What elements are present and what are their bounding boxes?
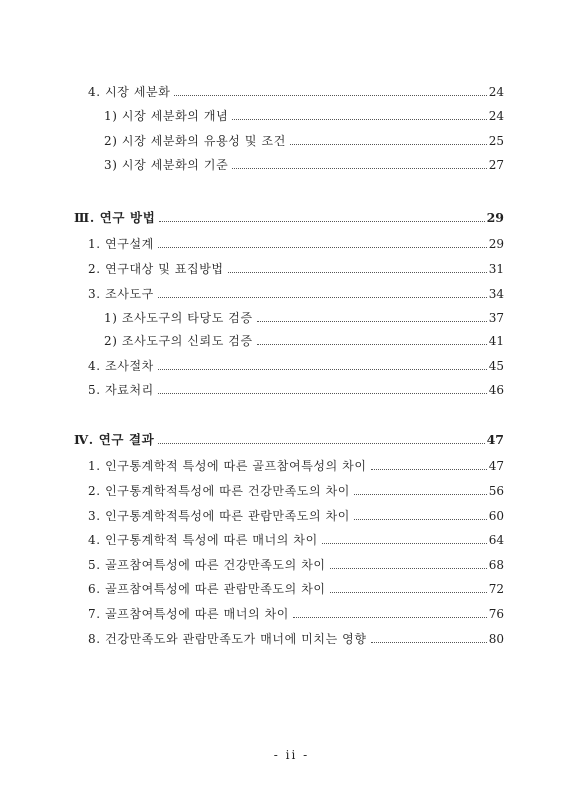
dot-leader: [322, 543, 487, 544]
toc-entry-page: 29: [488, 237, 504, 251]
toc-entry-page: 24: [488, 85, 504, 99]
toc-entry[interactable]: [88, 581, 504, 597]
toc-entry-label: 1. 인구통계학적 특성에 따른 골프참여특성의 차이: [88, 459, 367, 473]
toc-entry-page: 41: [488, 334, 504, 348]
toc-entry[interactable]: [104, 157, 504, 173]
toc-section-label: Ⅳ. 연구 결과: [74, 432, 155, 447]
toc-entry[interactable]: [88, 508, 504, 524]
toc-entry-label: 8. 건강만족도와 관람만족도가 매너에 미치는 영향: [88, 632, 367, 646]
toc-entry-label: 3) 시장 세분화의 기준: [104, 158, 229, 172]
dot-leader: [257, 321, 487, 322]
toc-entry-page: 76: [488, 607, 504, 621]
toc-entry-label: 3. 조사도구: [88, 287, 154, 301]
toc-entry-label: 4. 조사절차: [88, 359, 154, 373]
toc-section-heading[interactable]: [74, 432, 504, 448]
toc-entry[interactable]: [88, 631, 504, 647]
toc-entry[interactable]: [104, 333, 504, 349]
toc-entry[interactable]: [88, 236, 504, 252]
toc-entry[interactable]: [88, 286, 504, 302]
toc-section-heading[interactable]: [74, 210, 504, 226]
toc-entry[interactable]: [88, 483, 504, 499]
toc-entry-page: 47: [488, 459, 504, 473]
dot-leader: [371, 642, 487, 643]
toc-entry-page: 60: [488, 509, 504, 523]
toc-section-page: 29: [486, 210, 504, 225]
toc-entry-page: 31: [488, 262, 504, 276]
toc-entry-page: 80: [488, 632, 504, 646]
toc-entry[interactable]: [88, 358, 504, 374]
toc-entry-label: 1) 시장 세분화의 개념: [104, 109, 229, 123]
toc-entry-label: 2. 인구통계학적특성에 따른 건강만족도의 차이: [88, 484, 350, 498]
dot-leader: [232, 119, 486, 120]
dot-leader: [228, 272, 487, 273]
toc-entry-label: 5. 자료처리: [88, 383, 154, 397]
dot-leader: [330, 592, 487, 593]
toc-entry[interactable]: [88, 261, 504, 277]
toc-entry-page: 46: [488, 383, 504, 397]
toc-entry[interactable]: [88, 532, 504, 548]
dot-leader: [293, 617, 487, 618]
toc-entry-page: 34: [488, 287, 504, 301]
dot-leader: [257, 344, 487, 345]
toc-entry-label: 5. 골프참여특성에 따른 건강만족도의 차이: [88, 558, 326, 572]
toc-entry[interactable]: [88, 557, 504, 573]
toc-entry-label: 3. 인구통계학적특성에 따른 관람만족도의 차이: [88, 509, 350, 523]
toc-entry[interactable]: [88, 382, 504, 398]
toc-entry-page: 72: [488, 582, 504, 596]
dot-leader: [354, 494, 487, 495]
toc-entry-label: 2) 조사도구의 신뢰도 검증: [104, 334, 253, 348]
dot-leader: [371, 469, 487, 470]
toc-entry-label: 7. 골프참여특성에 따른 매너의 차이: [88, 607, 289, 621]
toc-entry-label: 4. 인구통계학적 특성에 따른 매너의 차이: [88, 533, 318, 547]
toc-entry-page: 56: [488, 484, 504, 498]
page-number-footer: - ii -: [273, 748, 310, 762]
toc-entry-label: 1) 조사도구의 타당도 검증: [104, 311, 253, 325]
toc-entry[interactable]: [104, 133, 504, 149]
dot-leader: [158, 443, 484, 444]
toc-entry-page: 37: [488, 311, 504, 325]
toc-entry-page: 45: [488, 359, 504, 373]
toc-entry-label: 6. 골프참여특성에 따른 관람만족도의 차이: [88, 582, 326, 596]
toc-entry[interactable]: [104, 310, 504, 326]
toc-entry-label: 2. 연구대상 및 표집방법: [88, 262, 224, 276]
toc-entry[interactable]: [88, 84, 504, 100]
dot-leader: [159, 221, 484, 222]
toc-entry-page: 68: [488, 558, 504, 572]
toc-entry-page: 64: [488, 533, 504, 547]
toc-entry-page: 24: [488, 109, 504, 123]
toc-entry-label: 4. 시장 세분화: [88, 85, 171, 99]
dot-leader: [174, 95, 486, 96]
dot-leader: [158, 297, 487, 298]
toc-entry-page: 25: [488, 134, 504, 148]
dot-leader: [158, 369, 487, 370]
dot-leader: [158, 393, 487, 394]
dot-leader: [158, 247, 487, 248]
toc-entry-page: 27: [488, 158, 504, 172]
toc-entry-label: 2) 시장 세분화의 유용성 및 조건: [104, 134, 286, 148]
dot-leader: [330, 568, 487, 569]
dot-leader: [232, 168, 486, 169]
dot-leader: [354, 519, 487, 520]
toc-entry[interactable]: [104, 108, 504, 124]
dot-leader: [290, 144, 487, 145]
toc-section-label: Ⅲ. 연구 방법: [74, 210, 156, 225]
toc-section-page: 47: [486, 432, 504, 447]
toc-entry[interactable]: [88, 458, 504, 474]
toc-entry-label: 1. 연구설계: [88, 237, 154, 251]
toc-entry[interactable]: [88, 606, 504, 622]
